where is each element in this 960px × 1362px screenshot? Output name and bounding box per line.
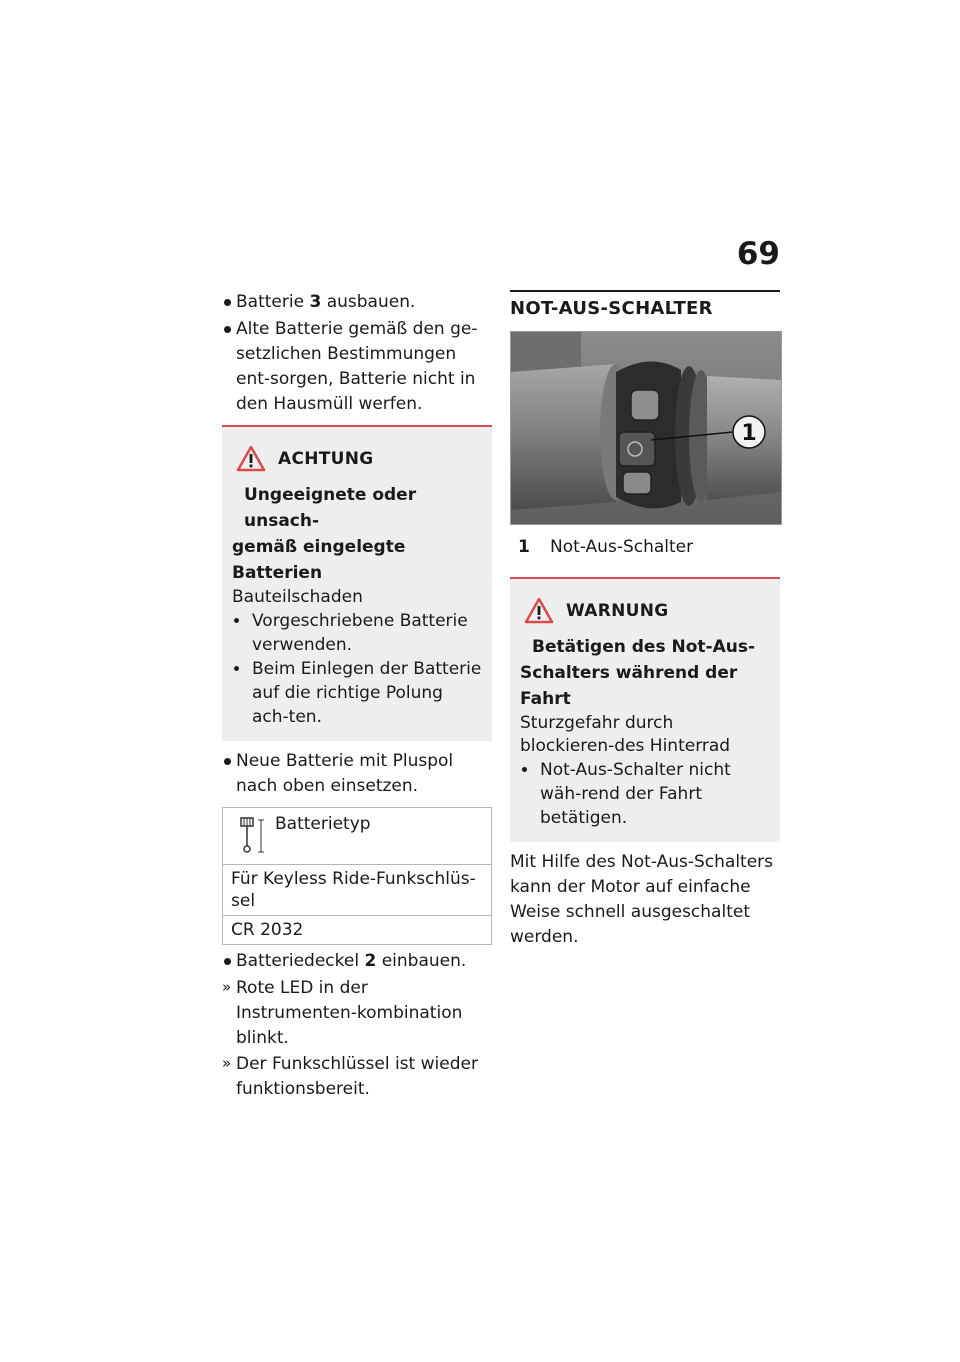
result-chevron-icon: » xyxy=(222,978,232,996)
caution-box xyxy=(222,425,492,741)
bullet-dot-icon xyxy=(234,618,239,623)
section-title: NOT-AUS-SCHALTER xyxy=(510,290,780,319)
figure-caption: 1 Not-Aus-Schalter xyxy=(518,537,694,557)
warning-consequence: Sturzgefahr durch blockieren-des Hinterrad xyxy=(520,713,731,756)
spec-table xyxy=(222,807,492,945)
left-column xyxy=(222,290,492,1103)
bullet-dot-icon xyxy=(234,666,239,671)
spec-label: Batterietyp xyxy=(275,814,371,834)
bullet-dot-icon xyxy=(224,299,231,306)
page-number: 69 xyxy=(736,236,780,272)
body-paragraph: Mit Hilfe des Not-Aus-Schalters kann der Motor auf einfache Weise schnell ausgeschaltet werden. xyxy=(510,852,774,947)
warning-triangle-icon xyxy=(236,445,266,472)
bullet-dot-icon xyxy=(224,326,231,333)
kill-switch-photo xyxy=(510,331,782,525)
step-dispose-battery: Alte Batterie gemäß den ge-setzlichen Bestimmungen ent-sorgen, Batterie nicht in den Hausmüll werfen. xyxy=(222,317,492,417)
warning-triangle-icon xyxy=(524,597,554,624)
step-remove-battery: Batterie 3 ausbauen. xyxy=(222,290,492,315)
caution-consequence: Bauteilschaden xyxy=(232,587,363,607)
battery-spec-icon xyxy=(237,816,267,856)
warning-subtitle: Betätigen des Not-Aus- Schalters während der Fahrt xyxy=(520,637,756,709)
bullet-dot-icon xyxy=(522,767,527,772)
result-item: » Der Funkschlüssel ist wieder funktionsbereit. xyxy=(222,1052,492,1102)
handlebar-switch-illustration xyxy=(511,332,781,524)
warning-action: Not-Aus-Schalter nicht wäh-rend der Fahrt betätigen. xyxy=(520,758,770,830)
warning-title: WARNUNG xyxy=(566,600,669,621)
bullet-dot-icon xyxy=(224,958,231,965)
result-item: » Rote LED in der Instrumenten-kombination blinkt. xyxy=(222,976,492,1051)
caution-action: Vorgeschriebene Batterie verwenden. xyxy=(232,609,482,657)
step-install-cover: Batteriedeckel 2 einbauen. xyxy=(222,949,492,974)
caution-title: ACHTUNG xyxy=(278,448,374,469)
callout-number: 1 xyxy=(741,421,757,446)
spec-row: CR 2032 xyxy=(231,920,304,940)
right-column xyxy=(510,290,780,950)
caution-subtitle: Ungeeignete oder unsach- gemäß eingelegte Batterien xyxy=(232,485,417,583)
step-insert-battery: Neue Batterie mit Pluspol nach oben einsetzen. xyxy=(222,749,492,799)
caution-action: Beim Einlegen der Batterie auf die richtige Polung ach-ten. xyxy=(232,657,482,729)
warning-box xyxy=(510,577,780,842)
spec-row: Für Keyless Ride-Funkschlüs-sel xyxy=(223,865,491,916)
bullet-dot-icon xyxy=(224,758,231,765)
result-chevron-icon: » xyxy=(222,1054,232,1072)
